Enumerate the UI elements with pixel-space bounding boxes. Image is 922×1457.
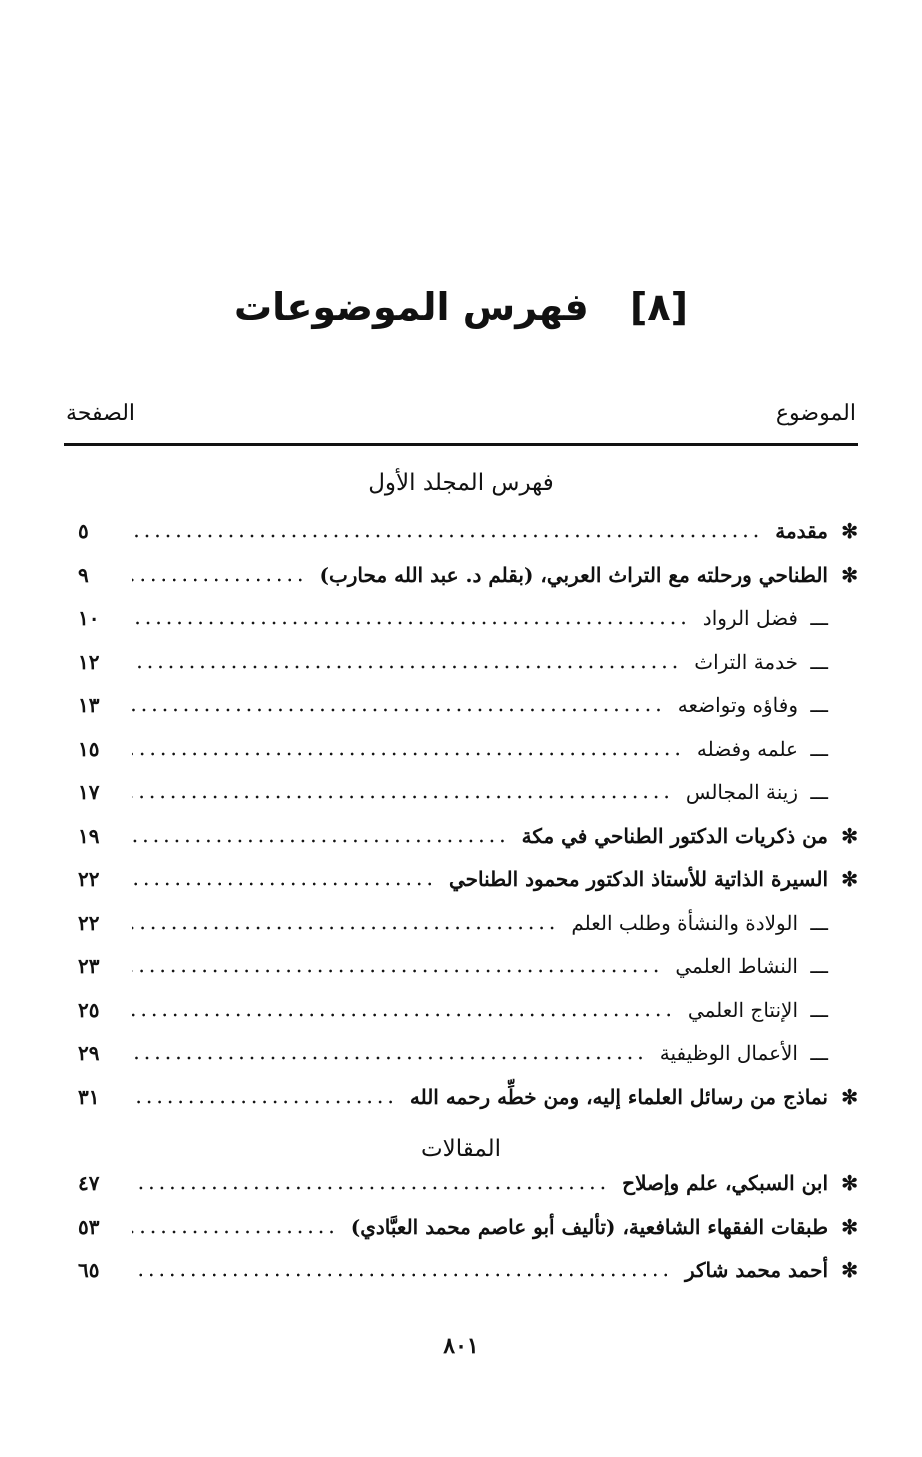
subentry-dash: ـــ: [810, 780, 828, 804]
subentry-dash: ـــ: [810, 1041, 828, 1065]
dot-leader: [132, 707, 664, 713]
dot-leader: [132, 1185, 608, 1191]
header-rule: [64, 443, 858, 446]
entry-star-icon: ✻: [841, 562, 858, 587]
entry-title: وفاؤه وتواضعه: [677, 693, 798, 717]
dot-leader: [132, 1272, 671, 1278]
entry-star-icon: ✻: [841, 1171, 858, 1195]
section-heading: فهرس المجلد الأول: [368, 470, 554, 496]
page-title: [0, 282, 922, 332]
dot-leader: [132, 533, 761, 539]
dot-leader: [132, 1012, 674, 1018]
dot-leader: [132, 881, 435, 887]
toc-entry: [64, 729, 858, 769]
entry-star-icon: ✻: [841, 823, 858, 848]
dot-leader: [132, 838, 508, 844]
entry-title: نماذج من رسائل العلماء إليه، ومن خطِّه رحمه الله: [409, 1084, 828, 1109]
entry-title: الطناحي ورحلته مع التراث العربي، (بقلم د. عبد الله محارب): [319, 562, 828, 587]
subentry-dash: ـــ: [810, 954, 828, 978]
entry-title: الإنتاج العلمي: [687, 997, 798, 1022]
entry-page-number: ٥: [78, 519, 89, 543]
section-heading: المقالات: [420, 1136, 502, 1162]
entry-page-number: ٢٣: [78, 954, 100, 978]
entry-page-number: ١٠: [78, 606, 100, 630]
entry-page-number: ١٢: [78, 649, 100, 674]
entry-page-number: ٢٥: [78, 997, 100, 1022]
entry-star-icon: ✻: [841, 1258, 858, 1282]
subentry-dash: ـــ: [810, 997, 828, 1022]
toc-entry: [64, 685, 858, 725]
toc-entry: [64, 642, 858, 682]
entry-page-number: ١٩: [78, 823, 100, 848]
entry-title: السيرة الذاتية للأستاذ الدكتور محمود الطناحي: [448, 867, 828, 891]
entry-title: الولادة والنشأة وطلب العلم: [571, 910, 798, 935]
entry-title: من ذكريات الدكتور الطناحي في مكة: [521, 823, 828, 848]
entry-star-icon: ✻: [841, 519, 858, 543]
entry-title: زينة المجالس: [685, 780, 798, 804]
entry-title: ابن السبكي، علم وإصلاح: [622, 1171, 828, 1195]
subentry-dash: ـــ: [810, 649, 828, 674]
dot-leader: [132, 664, 680, 670]
entry-title: خدمة التراث: [694, 649, 798, 674]
toc-entry: [64, 816, 858, 856]
title-number: [٨]: [630, 285, 688, 329]
subentry-dash: ـــ: [810, 693, 828, 717]
entry-page-number: ١٧: [78, 780, 100, 804]
entry-page-number: ٩: [78, 562, 89, 587]
entry-title: مقدمة: [775, 519, 828, 543]
subentry-dash: ـــ: [810, 606, 828, 630]
entry-title: النشاط العلمي: [675, 954, 798, 978]
toc-entry: [64, 511, 858, 551]
entry-page-number: ٦٥: [78, 1258, 100, 1282]
toc-entry: [64, 1250, 858, 1290]
title-text: فهرس الموضوعات: [233, 285, 589, 329]
dot-leader: [132, 1229, 337, 1235]
toc-entry: [64, 990, 858, 1030]
toc-entry: [64, 1207, 858, 1247]
toc-entry: [64, 555, 858, 595]
column-header-page: الصفحة: [66, 401, 136, 426]
entry-title: علمه وفضله: [696, 736, 798, 761]
entry-title: الأعمال الوظيفية: [659, 1041, 798, 1065]
toc-entry: [64, 946, 858, 986]
entry-star-icon: ✻: [841, 1214, 858, 1239]
toc-entry: [64, 598, 858, 638]
toc-entry: [64, 903, 858, 943]
entry-star-icon: ✻: [841, 867, 858, 891]
entry-page-number: ٤٧: [78, 1171, 100, 1195]
entry-title: فضل الرواد: [702, 606, 798, 630]
toc-entry: [64, 1163, 858, 1203]
entry-title: طبقات الفقهاء الشافعية، (تأليف أبو عاصم محمد العبَّادي): [350, 1214, 828, 1239]
toc-entry: [64, 1033, 858, 1073]
entry-page-number: ٢٩: [78, 1041, 100, 1065]
dot-leader: [132, 1099, 396, 1105]
subentry-dash: ـــ: [810, 736, 828, 761]
entry-page-number: ٣١: [78, 1084, 100, 1109]
entry-star-icon: ✻: [841, 1084, 858, 1109]
entry-page-number: ١٥: [78, 736, 100, 761]
entry-page-number: ٥٣: [78, 1214, 100, 1239]
column-header-topic: الموضوع: [775, 401, 856, 426]
entry-page-number: ١٣: [78, 693, 100, 717]
subentry-dash: ـــ: [810, 910, 828, 935]
toc-entry: [64, 772, 858, 812]
dot-leader: [132, 1055, 646, 1061]
dot-leader: [132, 751, 683, 757]
page-number: ٨٠١: [443, 1333, 479, 1359]
dot-leader: [132, 925, 557, 931]
dot-leader: [132, 620, 689, 626]
toc-entry: [64, 859, 858, 899]
entry-page-number: ٢٢: [78, 910, 100, 935]
toc-entry: [64, 1077, 858, 1117]
dot-leader: [132, 577, 305, 583]
entry-title: أحمد محمد شاكر: [685, 1258, 828, 1282]
dot-leader: [132, 968, 661, 974]
entry-page-number: ٢٢: [78, 867, 100, 891]
dot-leader: [132, 794, 672, 800]
